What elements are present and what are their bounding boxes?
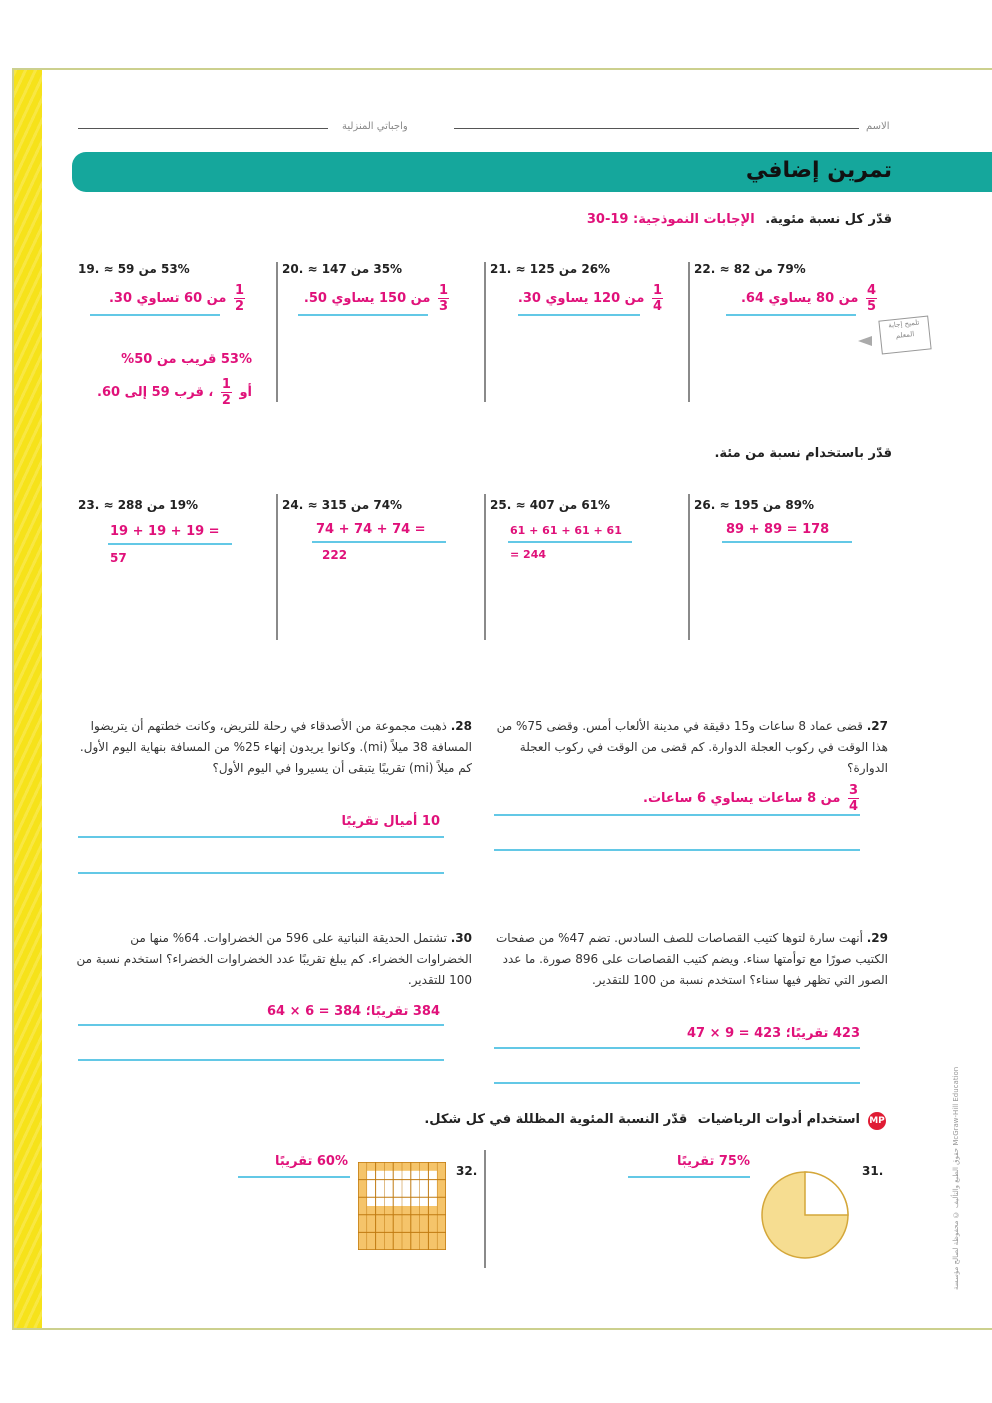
exercise-number: 22. <box>694 262 716 276</box>
section1-instruction-row <box>292 212 892 227</box>
problem-number: 28. <box>450 719 472 733</box>
exercise-expression: 35% من 147 ≈ <box>307 262 403 276</box>
section1-instruction: قدّر كل نسبة مئوية. <box>765 212 892 227</box>
exercise-24 <box>282 498 422 512</box>
exercise-expression: 53% من 59 ≈ <box>103 262 190 276</box>
column-divider <box>276 262 278 402</box>
yellow-binding-strip <box>14 70 42 1328</box>
answer-line <box>508 541 632 543</box>
problem-number: 27. <box>866 719 888 733</box>
pie-shape <box>760 1170 850 1260</box>
exercise-expression: 26% من 125 ≈ <box>515 262 611 276</box>
problem-28 <box>76 716 472 779</box>
answer-28: 10 أميال تقريبًا <box>341 814 440 829</box>
answer-line <box>518 314 640 316</box>
exercise-31-number: 31. <box>862 1164 884 1178</box>
answer-19 <box>84 284 248 313</box>
column-divider <box>688 494 690 640</box>
answer-text: من 150 يساوي 50. <box>303 291 431 306</box>
homework-label: واجباتي المنزلية <box>342 121 408 132</box>
answer-23-line2: 57 <box>110 551 127 565</box>
answer-27 <box>600 784 862 813</box>
exercise-22 <box>694 262 834 276</box>
section-banner <box>72 152 992 192</box>
answer-fraction: $\frac{1}{2}$ <box>234 283 244 314</box>
answer-22 <box>700 284 880 313</box>
copyright-side-text: حقوق الطبع والتأليف © محفوظة لصالح مؤسسة McGraw-Hill Education <box>952 1066 960 1290</box>
name-label: الاسم <box>866 121 890 132</box>
exercise-number: 23. <box>78 498 100 512</box>
exercise-25 <box>490 498 630 512</box>
pie-unshaded-wedge <box>805 1172 848 1215</box>
column-divider <box>484 494 486 640</box>
exercise-expression: 74% من 315 ≈ <box>307 498 403 512</box>
answer-text: من 80 يساوي 64. <box>740 291 859 306</box>
answer-32: 60% تقريبًا <box>274 1154 348 1169</box>
answer-line <box>108 543 232 545</box>
answer-30: 384 تقريبًا؛ 384 = 6 × 64 <box>267 1004 440 1019</box>
math-practice-icon: MP <box>868 1112 886 1130</box>
exercise-number: 26. <box>694 498 716 512</box>
note-19-fraction: $\frac{1}{2}$ <box>221 377 231 408</box>
note-19-line1: 53% قريب من 50% <box>121 352 252 367</box>
answer-line <box>726 314 856 316</box>
section3-title: استخدام أدوات الرياضيات <box>697 1112 860 1127</box>
exercise-expression: 79% من 82 ≈ <box>719 262 806 276</box>
arrow-left-icon <box>858 336 872 346</box>
answer-24-line1: 74 + 74 + 74 = <box>316 522 426 537</box>
answer-20 <box>290 284 452 313</box>
exercise-20 <box>282 262 422 276</box>
answer-line <box>90 314 220 316</box>
column-divider <box>688 262 690 402</box>
answer-line <box>312 541 446 543</box>
problem-number: 29. <box>866 931 888 945</box>
answer-text: من 120 يساوي 30. <box>517 291 645 306</box>
answer-26-line1: 89 + 89 = 178 <box>726 522 830 537</box>
answer-fraction: $\frac{3}{4}$ <box>848 783 858 814</box>
problem-27 <box>492 716 888 779</box>
answer-text: من 60 تساوي 30. <box>108 291 227 306</box>
problem-30 <box>76 928 472 991</box>
problem-text: أنهت سارة لتوها كتيب القصاصات للصف السادس. تضم 47% من صفحات الكتيب صورًا مع توأمتها سناء. ويضم كتيب القصاصات على 896 صورة. ما عدد الصور التي تظهر فيها سناء؟ استخدم نسبة من 100 للتقدير. <box>495 931 888 987</box>
column-divider <box>484 262 486 402</box>
exercise-expression: 19% من 288 ≈ <box>103 498 199 512</box>
section3-instruction: قدّر النسبة المئوية المظللة في كل شكل. <box>424 1112 688 1127</box>
exercise-21 <box>490 262 630 276</box>
answer-line <box>494 849 860 851</box>
note-19-prefix: أو <box>239 385 252 400</box>
problem-29 <box>492 928 888 991</box>
answer-line <box>722 541 852 543</box>
answer-29: 423 تقريبًا؛ 423 = 9 × 47 <box>687 1026 860 1041</box>
exercise-number: 20. <box>282 262 304 276</box>
answer-line <box>238 1176 350 1178</box>
answer-fraction: $\frac{1}{4}$ <box>652 283 662 314</box>
exercise-26 <box>694 498 834 512</box>
answer-line <box>494 1082 860 1084</box>
column-divider <box>276 494 278 640</box>
problem-text: تشتمل الحديقة النباتية على 596 من الخضراوات. 64% منها من الخضراوات الخضراء. كم يبلغ تقريبًا عدد الخضراوات الخضراء؟ استخدم نسبة من 100 للتقدير. <box>76 931 472 987</box>
answer-31: 75% تقريبًا <box>676 1154 750 1169</box>
section2-instruction: قدّر باستخدام نسبة من مئة. <box>714 446 892 461</box>
exercise-23 <box>78 498 218 512</box>
answer-line <box>494 1047 860 1049</box>
section3-instruction-row <box>300 1112 860 1127</box>
exercise-number: 21. <box>490 262 512 276</box>
answer-line <box>78 872 444 874</box>
answer-line <box>494 814 860 816</box>
problem-text: ذهبت مجموعة من الأصدقاء في رحلة للتريض، وكانت خطتهم أن يتريضوا المسافة 38 ميلاً (mi). وكانوا يريدون إنهاء 25% من المسافة بنهاية اليوم الأول. كم ميلاً (mi) تقريبًا يتبقى أن يسيروا في اليوم الأول؟ <box>79 719 472 775</box>
note-19-suffix: ، قرب 59 إلى 60. <box>97 385 214 400</box>
answer-25-line2: = 244 <box>510 548 547 561</box>
exercise-expression: 89% من 195 ≈ <box>719 498 815 512</box>
worksheet-page <box>42 70 992 1328</box>
answer-text: من 8 ساعات يساوي 6 ساعات. <box>643 791 841 806</box>
answer-line <box>298 314 428 316</box>
answer-line <box>78 1059 444 1061</box>
answer-25-line1: 61 + 61 + 61 + 61 <box>510 524 622 537</box>
exercise-19 <box>78 262 218 276</box>
teacher-tip-tag: تلميح إجابة المعلم <box>878 315 931 354</box>
exercise-number: 25. <box>490 498 512 512</box>
answer-line <box>78 836 444 838</box>
answer-line <box>78 1024 444 1026</box>
answer-line <box>628 1176 750 1178</box>
answer-21 <box>496 284 666 313</box>
problem-number: 30. <box>450 931 472 945</box>
note-19-line2 <box>70 378 252 407</box>
column-divider <box>484 1150 486 1268</box>
name-line-right <box>454 128 859 129</box>
answer-23-line1: 19 + 19 + 19 = <box>110 524 220 539</box>
answer-24-line2: 222 <box>322 548 348 562</box>
exercise-number: 19. <box>78 262 100 276</box>
sample-answers-note: الإجابات النموذجية: 19-30 <box>586 212 755 227</box>
exercise-expression: 61% من 407 ≈ <box>515 498 611 512</box>
answer-fraction: $\frac{1}{3}$ <box>438 283 448 314</box>
grid-shape <box>358 1162 446 1250</box>
exercise-number: 24. <box>282 498 304 512</box>
answer-fraction: $\frac{4}{5}$ <box>866 283 876 314</box>
problem-text: قضى عماد 8 ساعات و15 دقيقة في مدينة الألعاب أمس. وقضى 75% من هذا الوقت في ركوب العجلة الدوارة. كم قضى من الوقت في ركوب العجلة الدوارة؟ <box>496 719 888 775</box>
exercise-32-number: 32. <box>456 1164 478 1178</box>
banner-title: تمرين إضافي <box>745 158 892 183</box>
name-line-left <box>78 128 328 129</box>
